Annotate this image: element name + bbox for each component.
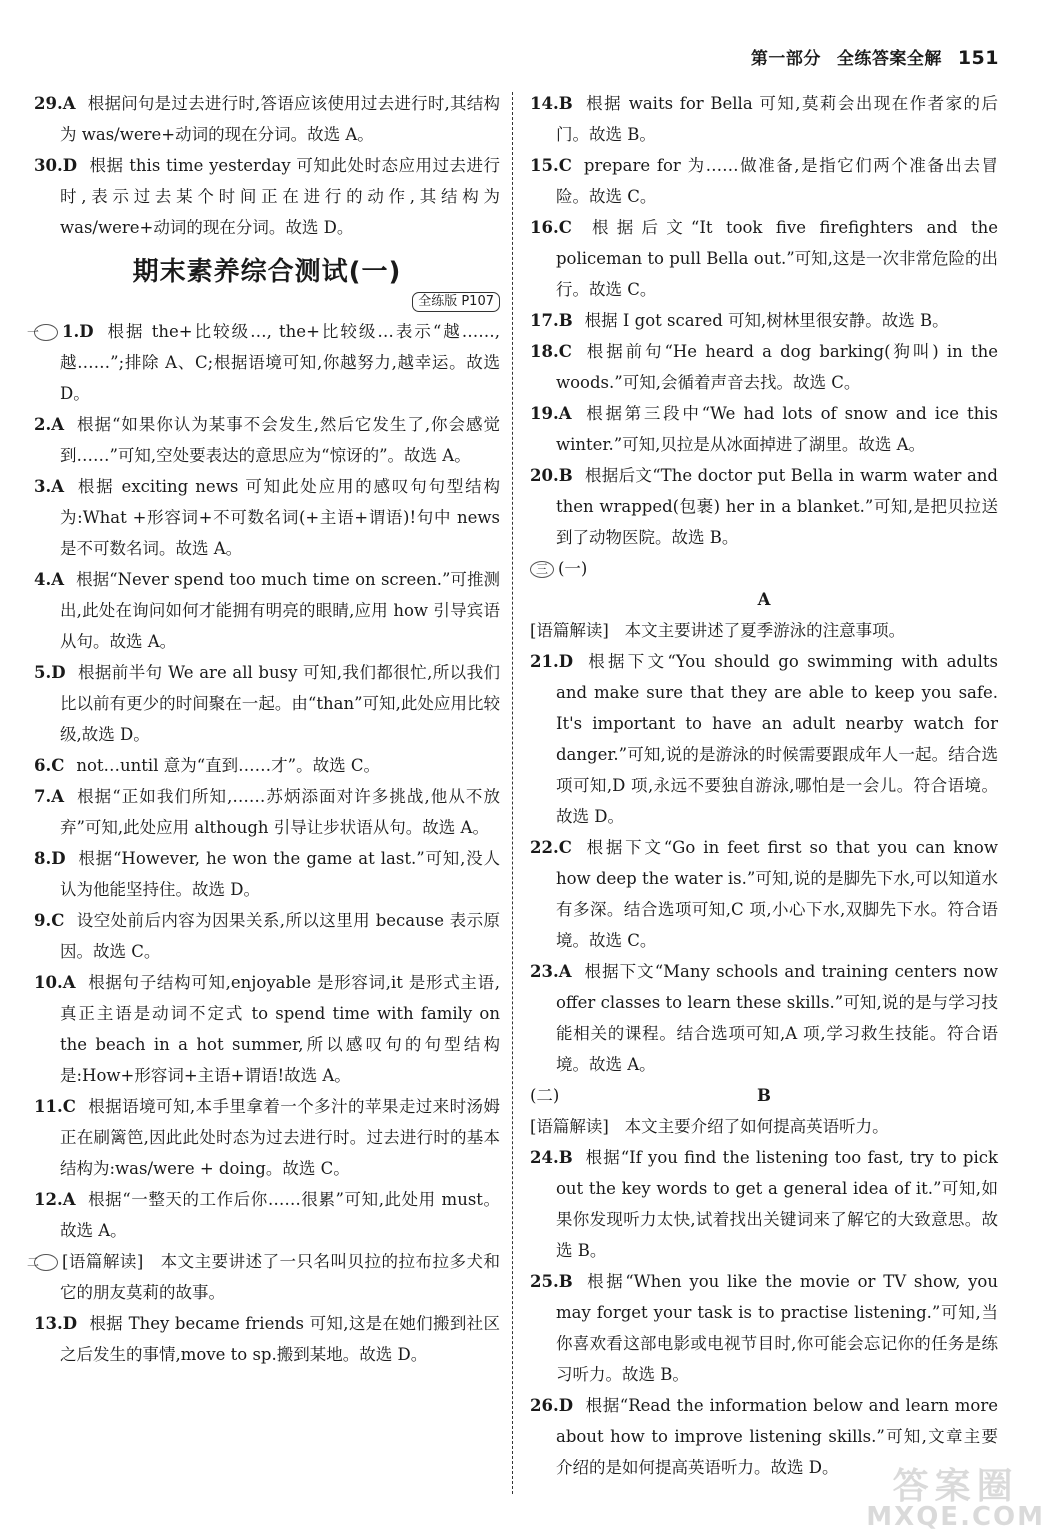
passage-analysis-text: 本文主要介绍了如何提高英语听力。 bbox=[624, 1117, 889, 1136]
answer-item bbox=[530, 150, 998, 212]
answer-item bbox=[530, 460, 998, 553]
answer-explanation: 根据后文“The doctor put Bella in warm water and then wrapped(包裹) her in a blanket.”可知,是把贝拉送到了动物医院。故选 B。 bbox=[556, 466, 998, 547]
answer-number: 13.D bbox=[34, 1314, 78, 1333]
section-two-intro bbox=[26, 1246, 501, 1308]
answer-item bbox=[530, 212, 998, 305]
answer-number: 29.A bbox=[34, 94, 76, 113]
answer-number: 21.D bbox=[530, 652, 574, 671]
answer-explanation: prepare for 为……做准备,是指它们两个准备出去冒险。故选 C。 bbox=[556, 156, 998, 206]
passage-analysis-text: 本文主要讲述了一只名叫贝拉的拉布拉多犬和它的朋友莫莉的故事。 bbox=[60, 1252, 501, 1302]
answer-item bbox=[34, 967, 500, 1091]
answer-number: 4.A bbox=[34, 570, 65, 589]
answer-explanation: 根据下文“You should go swimming with adults and make sure that they are able to keep you safe. It's important to have an adult nearby watch for danger.”可知,说的是游泳的时候需要跟成年人一起。结合选项可知,D 项,永远不要独自游泳,哪怕是一会儿。符合语境。故选 D。 bbox=[556, 652, 998, 826]
part-two-heading bbox=[530, 1080, 998, 1111]
answer-explanation: 根据“正如我们所知,……苏炳添面对许多挑战,他从不放弃”可知,此处应用 although 引导让步状语从句。故选 A。 bbox=[60, 787, 500, 837]
answer-number: 15.C bbox=[530, 156, 572, 175]
answer-number: 11.C bbox=[34, 1097, 76, 1116]
answer-number: 23.A bbox=[530, 962, 572, 981]
answer-number: 5.D bbox=[34, 663, 66, 682]
answer-explanation: 根据下文“Many schools and training centers now offer classes to learn these skills.”可知,说的是与学习技能相关的课程。结合选项可知,A 项,学习救生技能。符合语境。故选 A。 bbox=[556, 962, 998, 1074]
answer-item bbox=[530, 305, 998, 336]
watermark-text: 答案圈 bbox=[892, 1466, 1019, 1507]
part-label: (二) bbox=[530, 1086, 560, 1105]
watermark-logo bbox=[866, 1466, 1045, 1532]
answer-item bbox=[34, 150, 500, 243]
passage-analysis bbox=[530, 1111, 998, 1142]
answer-item bbox=[530, 1142, 998, 1266]
answer-explanation: 根据下文“Go in feet first so that you can know how deep the water is.”可知,说的是脚先下水,可以知道水有多深。结合选项可知,C 项,小心下水,双脚先下水。符合语境。故选 C。 bbox=[556, 838, 998, 950]
answer-number: 7.A bbox=[34, 787, 65, 806]
answer-item bbox=[530, 1266, 998, 1390]
answer-explanation: 设空处前后内容为因果关系,所以这里用 because 表示原因。故选 C。 bbox=[60, 911, 500, 961]
answer-number: 1.D bbox=[62, 322, 94, 341]
answer-number: 6.C bbox=[34, 756, 65, 775]
answer-explanation: 根据“However, he won the game at last.”可知,没人认为他能坚持住。故选 D。 bbox=[60, 849, 500, 899]
answer-explanation: not…until 意为“直到……才”。故选 C。 bbox=[76, 756, 380, 775]
answer-number: 16.C bbox=[530, 218, 572, 237]
header-subtitle: 全练答案全解 bbox=[836, 49, 942, 69]
answer-item bbox=[530, 336, 998, 398]
passage-analysis bbox=[530, 615, 998, 646]
answer-explanation: 根据 I got scared 可知,树林里很安静。故选 B。 bbox=[584, 311, 949, 330]
passage-letter: A bbox=[757, 590, 771, 609]
page-number: 151 bbox=[957, 47, 999, 69]
answer-number: 14.B bbox=[530, 94, 573, 113]
answer-explanation: 根据语境可知,本手里拿着一个多汁的苹果走过来时汤姆正在刷篱笆,因此此处时态为过去进行时。过去进行时的基本结构为:was/were + doing。故选 C。 bbox=[60, 1097, 500, 1178]
answer-explanation: 根据句子结构可知,enjoyable 是形容词,it 是形式主语,真正主语是动词不定式 to spend time with family on the beach in a hot summer,所以感叹句的句型结构是:How+形容词+主语+谓语!故选 A。 bbox=[60, 973, 500, 1085]
answer-item bbox=[34, 1308, 500, 1370]
left-column bbox=[26, 88, 501, 1370]
passage-analysis-label: [语篇解读] bbox=[62, 1252, 144, 1271]
answer-item bbox=[34, 905, 500, 967]
answer-explanation: 根据 waits for Bella 可知,莫莉会出现在作者家的后门。故选 B。 bbox=[556, 94, 998, 144]
answer-explanation: 根据 exciting news 可知此处应用的感叹句句型结构为:What +形容词+不可数名词(+主语+谓语)!句中 news 是不可数名词。故选 A。 bbox=[60, 477, 500, 558]
column-divider bbox=[512, 92, 513, 1494]
answer-item bbox=[530, 398, 998, 460]
answer-explanation: 根据 this time yesterday 可知此处时态应用过去进行时,表示过去某个时间正在进行的动作,其结构为 was/were+动词的现在分词。故选 D。 bbox=[60, 156, 500, 237]
answer-explanation: 根据后文“It took five firefighters and the policeman to pull Bella out.”可知,这是一次非常危险的出行。故选 C。 bbox=[556, 218, 998, 299]
watermark-url: MXQE.COM bbox=[866, 1502, 1045, 1532]
answer-number: 30.D bbox=[34, 156, 78, 175]
right-column bbox=[530, 88, 998, 1483]
passage-analysis-label: [语篇解读] bbox=[530, 1117, 609, 1136]
answer-item bbox=[26, 316, 500, 409]
answer-explanation: 根据 They became friends 可知,这是在她们搬到社区之后发生的事情,move to sp.搬到某地。故选 D。 bbox=[60, 1314, 500, 1364]
answer-item bbox=[34, 657, 500, 750]
answer-number: 10.A bbox=[34, 973, 76, 992]
answer-explanation: 根据“Never spend too much time on screen.”可推测出,此处在询问如何才能拥有明亮的眼睛,应用 how 引导宾语从句。故选 A。 bbox=[60, 570, 500, 651]
answer-explanation: 根据问句是过去进行时,答语应该使用过去进行时,其结构为 was/were+动词的现在分词。故选 A。 bbox=[60, 94, 500, 144]
answer-number: 3.A bbox=[34, 477, 65, 496]
answer-item bbox=[34, 471, 500, 564]
part-label: (一) bbox=[558, 559, 588, 578]
header-section: 第一部分 bbox=[750, 49, 821, 69]
answer-explanation: 根据 the+比较级…, the+比较级…表示“越……,越……”;排除 A、C;根据语境可知,你越努力,越幸运。故选 D。 bbox=[60, 322, 500, 403]
section-badge: 三 bbox=[530, 561, 554, 578]
answer-explanation: 根据“一整天的工作后你……很累”可知,此处用 must。故选 A。 bbox=[60, 1190, 500, 1240]
answer-item bbox=[34, 781, 500, 843]
answer-explanation: 根据“If you find the listening too fast, try to pick out the key words to get a general idea of it.”可知,如果你发现听力太快,试着找出关键词来了解它的大致意思。故选 B。 bbox=[556, 1148, 998, 1260]
answer-item bbox=[34, 409, 500, 471]
answer-explanation: 根据“如果你认为某事不会发生,然后它发生了,你会感觉到……”可知,空处要表达的意思应为“惊讶的”。故选 A。 bbox=[60, 415, 500, 465]
exam-reference: 全练版 P107 bbox=[34, 290, 500, 312]
answer-number: 8.D bbox=[34, 849, 66, 868]
answer-item bbox=[530, 956, 998, 1080]
answer-explanation: 根据前句“He heard a dog barking(狗叫) in the woods.”可知,会循着声音去找。故选 C。 bbox=[556, 342, 998, 392]
answer-item bbox=[34, 750, 500, 781]
answer-number: 9.C bbox=[34, 911, 65, 930]
answer-number: 24.B bbox=[530, 1148, 573, 1167]
answer-number: 2.A bbox=[34, 415, 65, 434]
answer-number: 12.A bbox=[34, 1190, 76, 1209]
answer-number: 18.C bbox=[530, 342, 572, 361]
answer-number: 22.C bbox=[530, 838, 572, 857]
page-header bbox=[751, 44, 999, 69]
answer-item bbox=[530, 646, 998, 832]
answer-explanation: 根据第三段中“We had lots of snow and ice this winter.”可知,贝拉是从冰面掉进了湖里。故选 A。 bbox=[556, 404, 998, 454]
answer-explanation: 根据“Read the information below and learn more about how to improve listening skills.”可知,文章主要介绍的是如何提高英语听力。故选 D。 bbox=[556, 1396, 998, 1477]
answer-number: 25.B bbox=[530, 1272, 573, 1291]
section-badge: 一 bbox=[34, 324, 58, 341]
passage-analysis-label: [语篇解读] bbox=[530, 621, 609, 640]
answer-number: 19.A bbox=[530, 404, 572, 423]
answer-item bbox=[34, 564, 500, 657]
passage-analysis-text: 本文主要讲述了夏季游泳的注意事项。 bbox=[624, 621, 906, 640]
section-three-heading bbox=[530, 553, 998, 584]
answer-item bbox=[530, 832, 998, 956]
section-badge: 二 bbox=[34, 1254, 58, 1271]
answer-item bbox=[34, 843, 500, 905]
passage-letter: B bbox=[757, 1086, 771, 1105]
answer-item bbox=[530, 88, 998, 150]
answer-item bbox=[34, 1184, 500, 1246]
answer-number: 20.B bbox=[530, 466, 573, 485]
answer-number: 17.B bbox=[530, 311, 573, 330]
answer-number: 26.D bbox=[530, 1396, 574, 1415]
answer-item bbox=[34, 1091, 500, 1184]
answer-item bbox=[34, 88, 500, 150]
answer-explanation: 根据前半句 We are all busy 可知,我们都很忙,所以我们比以前有更少的时间聚在一起。由“than”可知,此处应用比较级,故选 D。 bbox=[60, 663, 500, 744]
answer-explanation: 根据“When you like the movie or TV show, you may forget your task is to practise listening.”可知,当你喜欢看这部电影或电视节目时,你可能会忘记你的任务是练习听力。故选 B。 bbox=[556, 1272, 998, 1384]
exam-title: 期末素养综合测试(一) bbox=[132, 257, 402, 287]
